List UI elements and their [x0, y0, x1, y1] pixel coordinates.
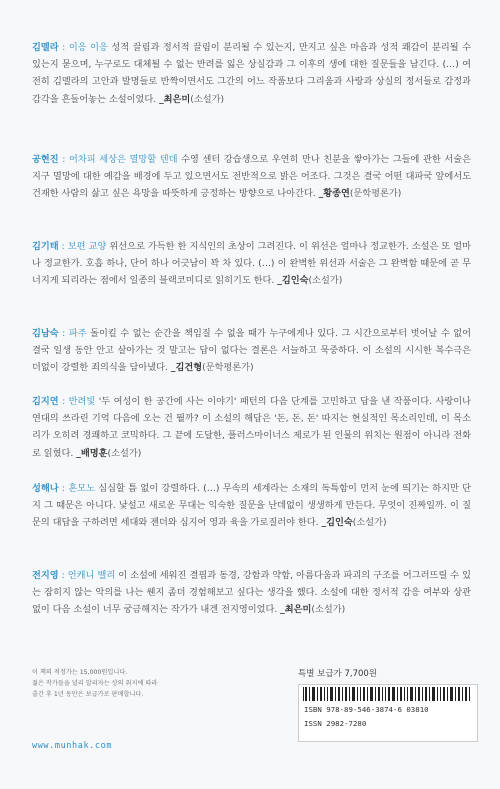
review-separator: :	[58, 241, 68, 252]
review-block	[32, 151, 471, 203]
footnote-line: 이 책의 적정가는 15,000원입니다.	[32, 669, 128, 676]
reviewer-role: (문학평론가)	[202, 362, 254, 374]
review-story-title: 파주	[68, 328, 87, 339]
review-separator: :	[58, 42, 69, 53]
review-story-title: 이응 이응	[68, 42, 108, 53]
price-footnote	[32, 667, 262, 700]
reviewer-name: _김건형	[170, 362, 203, 374]
review-story-title: 반려빛	[68, 396, 96, 407]
review-separator: :	[58, 396, 69, 407]
review-block	[32, 325, 471, 377]
review-block	[32, 39, 471, 108]
review-separator: :	[58, 483, 69, 494]
review-body: 수영 센터 강습생으로 우연히 만나 친분을 쌓아가는 그들에 관한 서술은 지구 멸망에 대한 예감을 배경에 두고 있으면서도 전반적으로 밝은 어조다. 그것은 결국 어떤 대파국 앞에서도 건재한 사람의 삶고 싶은 욕망을 따뜻하게 긍정하는 방향으로 나아간다.	[32, 154, 472, 200]
review-story-title: 언캐니 밸리	[67, 570, 116, 581]
reviewer-role: (소설가)	[311, 604, 346, 616]
review-author: 성해나	[32, 483, 59, 494]
review-story-title: 어차피 세상은 멸망할 텐데	[68, 154, 178, 165]
barcode-graphic	[301, 687, 473, 701]
review-body: 성적 끌림과 정서적 끌림이 분리될 수 있는지, 만지고 싶은 마음과 성적 쾌감이 분리될 수 있는지 묻으며, 누구로도 대체될 수 없는 반려를 잃은 상실감과 그 이후의 생에 대한 질문들을 남긴다. (…) 여전히 김멜라의 고안과 발명들로 반짝이면서도 그간의 어느 작품보다 그리움과 사랑과 상실의 정서들로 감정과 감각을 흔들어놓는 소설이었다.	[32, 42, 472, 105]
review-body: '두 여성이 한 공간에 사는 이야기' 패턴의 다음 단계를 고민하고 답을 낸 작품이다. 사랑이나 연대의 쓰라린 기억 다음에 오는 건 뭘까? 이 소설의 해답은 '돈, 돈, 돈' 따지는 현실적인 목소리인데, 이 목소리가 오히려 경쾌하고 코믹하다. 그 끝에 도달한, 플러스마이너스 제로가 된 인물의 위치는 원점이 아니라 전화로 읽혔다.	[32, 396, 472, 459]
reviewer-name: _황종연	[318, 188, 350, 200]
reviewer-role: (소설가)	[308, 275, 343, 287]
special-price: 특별 보급가 7,700원	[298, 669, 378, 679]
reviewer-name: _김인숙	[277, 275, 309, 287]
reviewer-role: (소설가)	[107, 447, 142, 459]
review-author: 공현진	[32, 154, 59, 165]
reviewer-name: _김인숙	[321, 517, 353, 529]
review-story-title: 혼모노	[68, 483, 95, 494]
reviewer-name: _최은미	[159, 93, 191, 105]
reviewer-role: (소설가)	[352, 517, 387, 529]
review-author: 김멜라	[32, 42, 59, 53]
review-author: 전지영	[32, 570, 59, 581]
issn-number: ISSN 2982-7280	[304, 719, 367, 728]
review-separator: :	[58, 328, 69, 339]
reviewer-role: (소설가)	[190, 93, 225, 105]
publisher-url: www.munhak.com	[32, 741, 113, 751]
review-separator: :	[58, 570, 68, 581]
review-author: 김기태	[32, 241, 59, 252]
footnote-line: 젊은 작가들을 널리 알리자는 상의 취지에 따라	[32, 680, 158, 687]
review-body: 심심할 틈 없이 강렬하다. (…) 무속의 세계라는 소재의 독특함이 먼저 눈에 띄기는 하지만 단지 그 때문은 아니다. 낯설고 새로운 무대는 익숙한 질문을 난데없이 생생하게 만든다. 무엇이 진짜일까. 이 질문의 대답을 구하려면 세대와 젠더와 심지어 영과 육을 가로질러야 한다.	[32, 483, 471, 529]
review-author: 김지연	[32, 396, 59, 407]
review-block	[32, 393, 471, 462]
reviewer-name: _최은미	[280, 604, 312, 616]
review-author: 김남숙	[32, 328, 59, 339]
isbn-number: ISBN 978-89-546-3874-6 03810	[304, 705, 429, 714]
review-story-title: 보편 교양	[67, 241, 107, 252]
review-block	[32, 567, 471, 619]
reviewer-role: (문학평론가)	[349, 188, 402, 200]
review-body: 위선으로 가득한 한 지식인의 초상이 그려진다. 이 위선은 얼마나 정교한가. 소설은 또 얼마나 정교한가. 호흡 하나, 단어 하나 어긋남이 꽉 차 있다. (…) 이 완벽한 위선과 서술은 그 완벽함 때문에 곧 무너지게 되리라는 점에서 일종의 블랙코미디로 읽히기도 한다.	[32, 241, 472, 287]
reviewer-name: _배명훈	[76, 447, 108, 459]
footnote-line: 출간 후 1년 동안은 보급가로 판매합니다.	[32, 691, 144, 698]
review-block	[32, 238, 471, 290]
review-separator: :	[58, 154, 69, 165]
review-block	[32, 480, 471, 532]
review-body: 이 소설에 세워진 결핍과 동경, 강함과 약함, 아름다움과 파괴의 구조를 어그러뜨릴 수 있는 잠히지 않는 악의를 나는 웬지 좀더 경험해보고 싶다는 생각을 했다. 소설에 대한 정서적 감응 여부와 상관없이 다음 소설이 너무 궁금해지는 작가가 내겐 전지영이었다.	[32, 570, 472, 616]
review-body: 돌이킬 수 없는 순간을 책임질 수 없을 때가 누구에게나 있다. 그 시간으로부터 벗어날 수 없어 결국 일생 동안 안고 살아가는 것 말고는 답이 없다는 결론은 서늘하고 묵중하다. 이 소설의 시시한 복수극은 더없이 강렬한 죄의식을 담아냈다.	[32, 328, 472, 374]
